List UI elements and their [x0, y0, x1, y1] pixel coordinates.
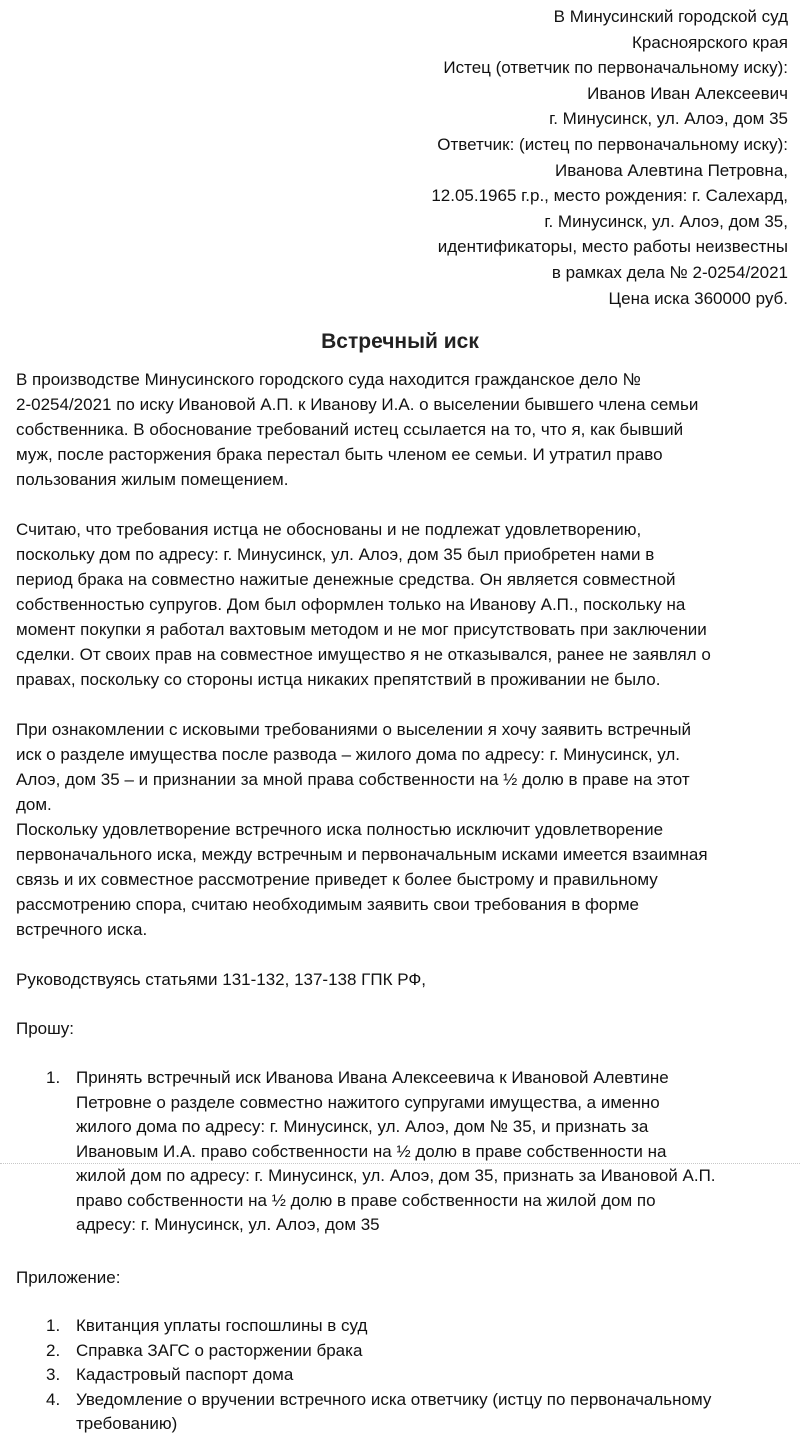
paragraph-line: Прошу:: [16, 1019, 74, 1038]
list-item-number: 1.: [46, 1316, 61, 1335]
paragraph-line: собственностью супругов. Дом был оформлен только на Иванову А.П., поскольку на: [16, 595, 686, 614]
list-item-line: жилого дома по адресу: г. Минусинск, ул. Алоэ, дом № 35, и признать за: [76, 1117, 649, 1136]
paragraph-line: Поскольку удовлетворение встречного иска полностью исключит удовлетворение: [16, 820, 664, 839]
request-list: [16, 1066, 794, 1238]
paragraph-line: Приложение:: [16, 1268, 121, 1287]
paragraph-line: период брака на совместно нажитые денежные средства. Он является совместной: [16, 570, 676, 589]
list-item-line: Кадастровый паспорт дома: [76, 1365, 294, 1384]
paragraph-counterclaim-reason: [16, 717, 794, 942]
header-line: Цена иска 360000 руб.: [608, 288, 788, 308]
list-item: [16, 1066, 794, 1238]
header-line: В Минусинский городской суд: [553, 7, 788, 26]
list-item-number: 2.: [46, 1340, 61, 1360]
paragraph-line: Считаю, что требования истца не обоснованы и не подлежат удовлетворению,: [16, 520, 642, 539]
paragraph-line: связь и их совместное рассмотрение приведет к более быстрому и правильному: [16, 870, 658, 889]
list-item-line: адресу: г. Минусинск, ул. Алоэ, дом 35: [76, 1215, 380, 1234]
header-line: г. Минусинск, ул. Алоэ, дом 35,: [544, 211, 788, 231]
paragraph-line: поскольку дом по адресу: г. Минусинск, ул. Алоэ, дом 35 был приобретен нами в: [16, 545, 655, 564]
header-line: Иванова Алевтина Петровна,: [555, 160, 788, 180]
paragraph-request-heading: [16, 1016, 794, 1041]
paragraph-line: 2-0254/2021 по иску Ивановой А.П. к Иванову И.А. о выселении бывшего члена семьи: [16, 395, 699, 414]
header-line: Ответчик: (истец по первоначальному иску):: [437, 134, 788, 154]
list-item-line: право собственности на ½ долю в праве собственности на жилой дом по: [76, 1190, 656, 1210]
list-item-line: Петровне о разделе совместно нажитого супругами имущества, а именно: [76, 1092, 660, 1112]
paragraph-line: собственника. В обоснование требований истец ссылается на то, что я, как бывший: [16, 420, 684, 439]
paragraph-attachments-heading: [16, 1265, 794, 1290]
paragraph-line: Алоэ, дом 35 – и признании за мной права собственности на ½ долю в праве на этот: [16, 770, 690, 789]
attachments-list: [16, 1314, 794, 1437]
page-break-divider: [0, 1163, 800, 1164]
list-item-line: требованию): [76, 1414, 178, 1433]
list-item-line: Ивановым И.А. право собственности на ½ долю в праве собственности на: [76, 1141, 667, 1161]
list-item-number: 1.: [46, 1068, 61, 1087]
document-title: Встречный иск: [321, 330, 479, 353]
list-item-line: жилой дом по адресу: г. Минусинск, ул. Алоэ, дом 35, признать за Ивановой А.П.: [76, 1166, 716, 1185]
paragraph-line: При ознакомлении с исковыми требованиями о выселении я хочу заявить встречный: [16, 720, 691, 739]
paragraph-line: муж, после расторжения брака перестал быть членом ее семьи. И утратил право: [16, 445, 663, 464]
list-item: [16, 1388, 794, 1437]
paragraph-line: первоначального иска, между встречным и первоначальным исками имеется взаимная: [16, 845, 708, 864]
paragraph-line: иск о разделе имущества после развода – жилого дома по адресу: г. Минусинск, ул.: [16, 745, 681, 764]
paragraph-objection: [16, 517, 794, 692]
list-item-line: Принять встречный иск Иванова Ивана Алексеевича к Ивановой Алевтине: [76, 1068, 669, 1087]
list-item: [16, 1314, 794, 1339]
header-line: Истец (ответчик по первоначальному иску):: [443, 58, 788, 78]
list-item: [16, 1363, 794, 1388]
header-line: Красноярского края: [632, 32, 788, 52]
paragraph-line: момент покупки я работал вахтовым методом и не мог присутствовать при заключении: [16, 620, 707, 639]
paragraph-case-description: [16, 367, 794, 492]
list-item-number: 3.: [46, 1365, 61, 1384]
header-line: в рамках дела № 2-0254/2021: [551, 262, 788, 282]
header-line: 12.05.1965 г.р., место рождения: г. Салехард,: [431, 186, 788, 206]
list-item-line: Квитанция уплаты госпошлины в суд: [76, 1316, 368, 1335]
paragraph-legal-basis: [16, 967, 794, 992]
paragraph-line: Руководствуясь статьями 131-132, 137-138 ГПК РФ,: [16, 970, 427, 989]
document-header: [431, 4, 788, 311]
list-item-number: 4.: [46, 1389, 61, 1409]
list-item-line: Уведомление о вручении встречного иска ответчику (истцу по первоначальному: [76, 1389, 712, 1409]
list-item: [16, 1339, 794, 1364]
paragraph-line: сделки. От своих прав на совместное имущество я не отказывался, ранее не заявлял о: [16, 645, 711, 664]
paragraph-line: правах, поскольку со стороны истца никаких препятствий в проживании не было.: [16, 670, 661, 689]
list-item-line: Справка ЗАГС о расторжении брака: [76, 1340, 363, 1360]
header-line: идентификаторы, место работы неизвестны: [437, 237, 788, 257]
paragraph-line: рассмотрению спора, считаю необходимым заявить свои требования в форме: [16, 895, 639, 914]
header-line: Иванов Иван Алексеевич: [587, 83, 788, 103]
paragraph-line: встречного иска.: [16, 920, 148, 939]
paragraph-line: В производстве Минусинского городского суда находится гражданское дело №: [16, 370, 641, 389]
paragraph-line: пользования жилым помещением.: [16, 470, 289, 489]
header-line: г. Минусинск, ул. Алоэ, дом 35: [549, 109, 788, 129]
paragraph-line: дом.: [16, 795, 52, 814]
